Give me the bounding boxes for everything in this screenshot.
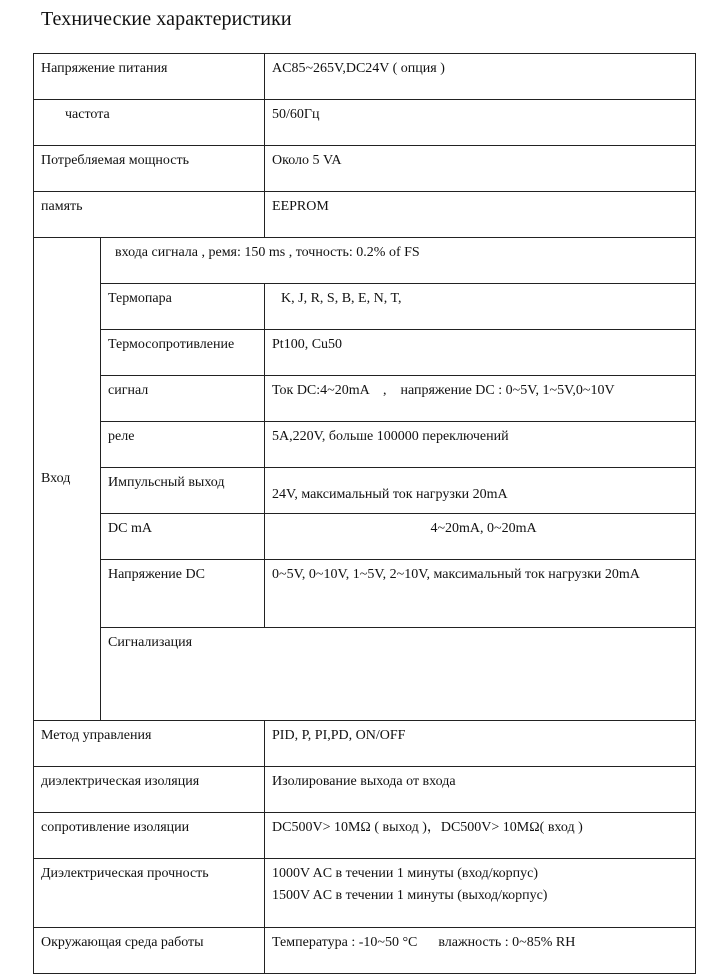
label-control: Метод управления [34,721,265,767]
table-row [34,859,696,928]
value-frequency: 50/60Гц [265,100,696,146]
label-frequency: частота [34,100,265,146]
value-rtd: Pt100, Cu50 [265,330,696,376]
spec-table [33,53,696,974]
table-row [34,192,696,238]
value-dielectric-strength [265,859,696,928]
table-row [34,284,696,330]
table-row [34,100,696,146]
label-pulse: Импульсный выход [101,468,265,514]
label-rtd: Термосопротивление [101,330,265,376]
label-signal: сигнал [101,376,265,422]
table-row [34,468,696,514]
value-pulse: 24V, максимальный ток нагрузки 20mA [265,468,696,514]
value-insulation-resistance: DC500V> 10MΩ ( выход )，DC500V> 10MΩ( вход ) [265,813,696,859]
label-power-supply: Напряжение питания [34,54,265,100]
page-title: Технические характеристики [41,8,292,30]
table-row [34,376,696,422]
label-consumption: Потребляемая мощность [34,146,265,192]
table-row [34,560,696,628]
value-relay: 5A,220V, больше 100000 переключений [265,422,696,468]
value-thermocouple: K, J, R, S, B, E, N, T, [265,284,696,330]
table-row [34,628,696,721]
table-row [34,146,696,192]
dielectric-line-2: 1500V AC в течении 1 минуты (выход/корпус) [272,888,548,903]
table-row [34,54,696,100]
dielectric-line-1: 1000V AC в течении 1 минуты (вход/корпус) [272,866,539,881]
label-input: Вход [34,238,101,721]
table-row [34,721,696,767]
label-memory: память [34,192,265,238]
value-control: PID, P, PI,PD, ON/OFF [265,721,696,767]
value-power-supply: AC85~265V,DC24V ( опция ) [265,54,696,100]
table-row [34,514,696,560]
table-row [34,330,696,376]
table-row [34,928,696,974]
label-relay: реле [101,422,265,468]
label-alarm: Сигнализация [101,628,696,721]
value-environment: Температура : -10~50 °C влажность : 0~85% RH [265,928,696,974]
value-isolation: Изолирование выхода от входа [265,767,696,813]
value-consumption: Около 5 VA [265,146,696,192]
table-row [34,767,696,813]
label-dc-voltage: Напряжение DC [101,560,265,628]
label-environment: Окружающая среда работы [34,928,265,974]
label-dc-ma: DC mA [101,514,265,560]
value-dc-voltage: 0~5V, 0~10V, 1~5V, 2~10V, максимальный ток нагрузки 20mA [265,560,696,628]
value-signal: Ток DC:4~20mA , напряжение DC : 0~5V, 1~5V,0~10V [265,376,696,422]
table-row [34,238,696,284]
label-insulation-resistance: сопротивление изоляции [34,813,265,859]
value-memory: EEPROM [265,192,696,238]
table-row [34,422,696,468]
label-isolation: диэлектрическая изоляция [34,767,265,813]
value-dc-ma: 4~20mA, 0~20mA [265,514,696,560]
label-thermocouple: Термопара [101,284,265,330]
table-row [34,813,696,859]
label-dielectric-strength: Диэлектрическая прочность [34,859,265,928]
input-header: входа сигнала , ремя: 150 ms , точность: 0.2% of FS [101,238,696,284]
